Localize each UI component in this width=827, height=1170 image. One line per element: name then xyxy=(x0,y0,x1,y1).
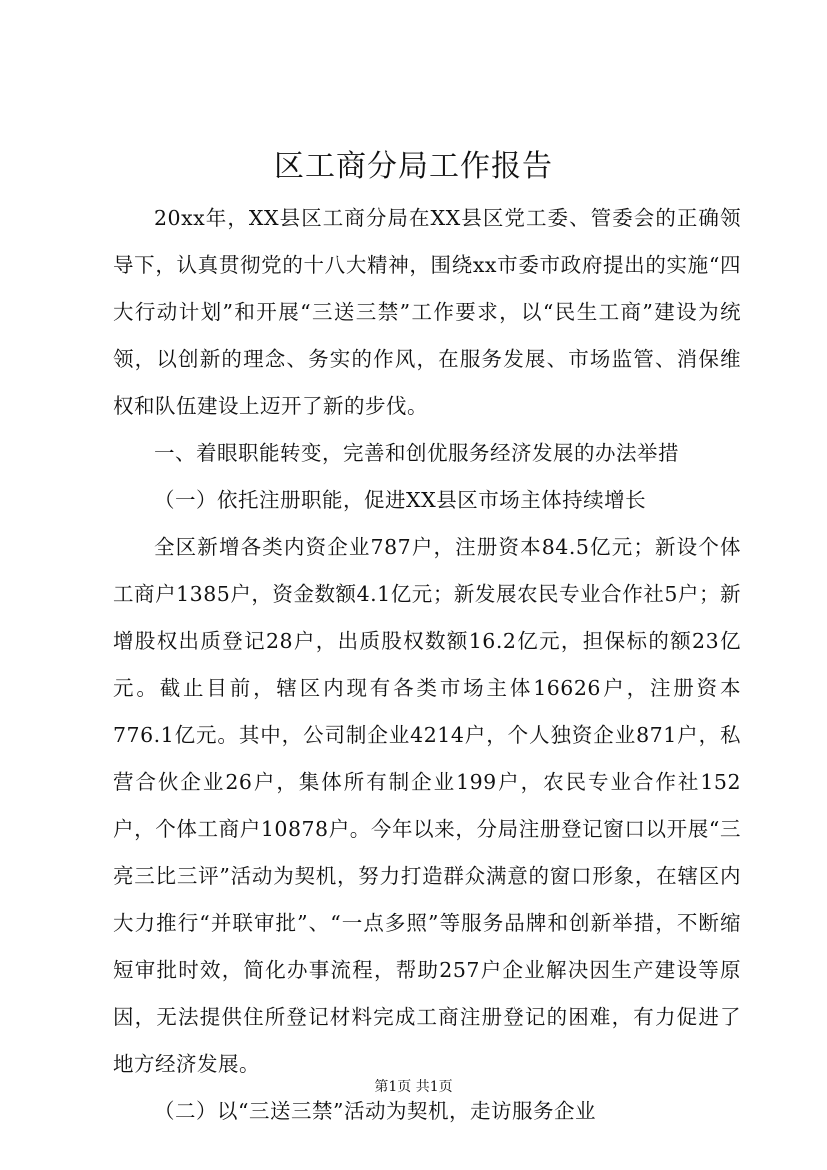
subsection-heading-1: （一）依托注册职能，促进XX县区市场主体持续增长 xyxy=(154,488,647,512)
page-footer: 第1页 共1页 xyxy=(374,1079,453,1095)
document-body xyxy=(113,195,741,1135)
subsection-heading-2: （二）以“三送三禁”活动为契机，走访服务企业 xyxy=(154,1099,596,1123)
document-title: 区工商分局工作报告 xyxy=(274,149,553,184)
intro-paragraph: 20xx年，XX县区工商分局在XX县区党工委、管委会的正确领导下，认真贯彻党的十八大精神，围绕xx市委市政府提出的实施“四大行动计划”和开展“三送三禁”工作要求，以“民生工商”建设为统领，以创新的理念、务实的作风，在服务发展、市场监管、消保维权和队伍建设上迈开了新的步伐。 xyxy=(113,206,741,418)
registration-paragraph: 全区新增各类内资企业787户，注册资本84.5亿元；新设个体工商户1385户，资金数额4.1亿元；新发展农民专业合作社5户；新增股权出质登记28户，出质股权数额16.2亿元，担保标的额23亿元。截止目前，辖区内现有各类市场主体16626户，注册资本776.1亿元。其中，公司制企业4214户，个人独资企业871户，私营合伙企业26户，集体所有制企业199户，农民专业合作社152户，个体工商户10878户。今年以来，分局注册登记窗口以开展“三亮三比三评”活动为契机，努力打造群众满意的窗口形象，在辖区内大力推行“并联审批”、“一点多照”等服务品牌和创新举措，不断缩短审批时效，简化办事流程，帮助257户企业解决因生产建设等原因，无法提供住所登记材料完成工商注册登记的困难，有力促进了地方经济发展。 xyxy=(113,535,741,1076)
section-heading-1: 一、着眼职能转变，完善和创优服务经济发展的办法举措 xyxy=(154,441,679,465)
